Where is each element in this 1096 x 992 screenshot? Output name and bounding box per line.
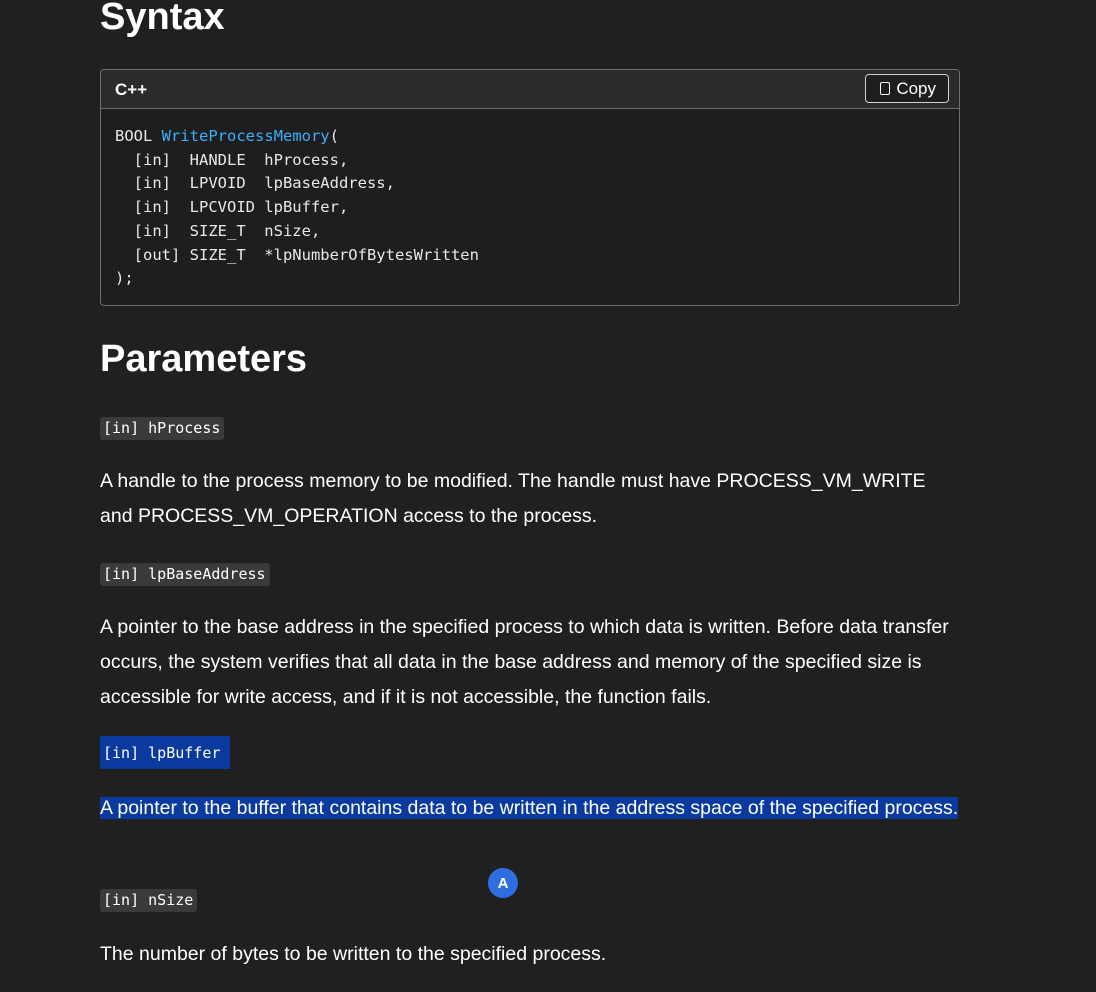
code-header xyxy=(101,70,959,109)
code-line: [out] SIZE_T *lpNumberOfBytesWritten xyxy=(115,245,479,264)
code-line: BOOL WriteProcessMemory( xyxy=(115,127,339,145)
code-line: [in] LPVOID lpBaseAddress, xyxy=(115,174,395,193)
code-line: [in] SIZE_T nSize, xyxy=(115,221,321,240)
param-lpbuffer-code: [in] lpBuffer xyxy=(100,736,230,769)
code-body xyxy=(101,109,959,306)
code-line: [in] HANDLE hProcess, xyxy=(115,150,349,169)
copy-button-label: Copy xyxy=(896,78,936,98)
code-line: [in] LPCVOID lpBuffer, xyxy=(115,198,349,217)
copy-button[interactable] xyxy=(865,74,949,103)
function-name: WriteProcessMemory xyxy=(161,127,330,145)
code-block xyxy=(100,69,960,306)
syntax-heading: Syntax xyxy=(100,0,225,38)
param-hprocess-code: [in] hProcess xyxy=(100,417,224,440)
translate-icon[interactable]: A xyxy=(488,868,518,898)
parameters-heading: Parameters xyxy=(100,338,308,380)
param-lpbaseaddress-description: A pointer to the base address in the specified process to which data is written. Before data transfer occurs, the system verifies that all data in the base address and memory of the specified size is accessible for write access, and if it is not accessible, the function fails. xyxy=(100,616,949,708)
code-language-label: C++ xyxy=(115,80,148,99)
param-lpbaseaddress-code: [in] lpBaseAddress xyxy=(100,563,270,586)
code-line: ); xyxy=(115,269,134,288)
param-nsize-description: The number of bytes to be written to the specified process. xyxy=(100,943,607,965)
param-hprocess-description: A handle to the process memory to be modified. The handle must have PROCESS_VM_WRITE and PROCESS_VM_OPERATION access to the process. xyxy=(100,470,926,527)
param-lpbuffer-description: A pointer to the buffer that contains data to be written in the address space of the specified process. xyxy=(100,797,959,819)
param-nsize-code: [in] nSize xyxy=(100,889,197,912)
copy-icon xyxy=(880,82,890,95)
